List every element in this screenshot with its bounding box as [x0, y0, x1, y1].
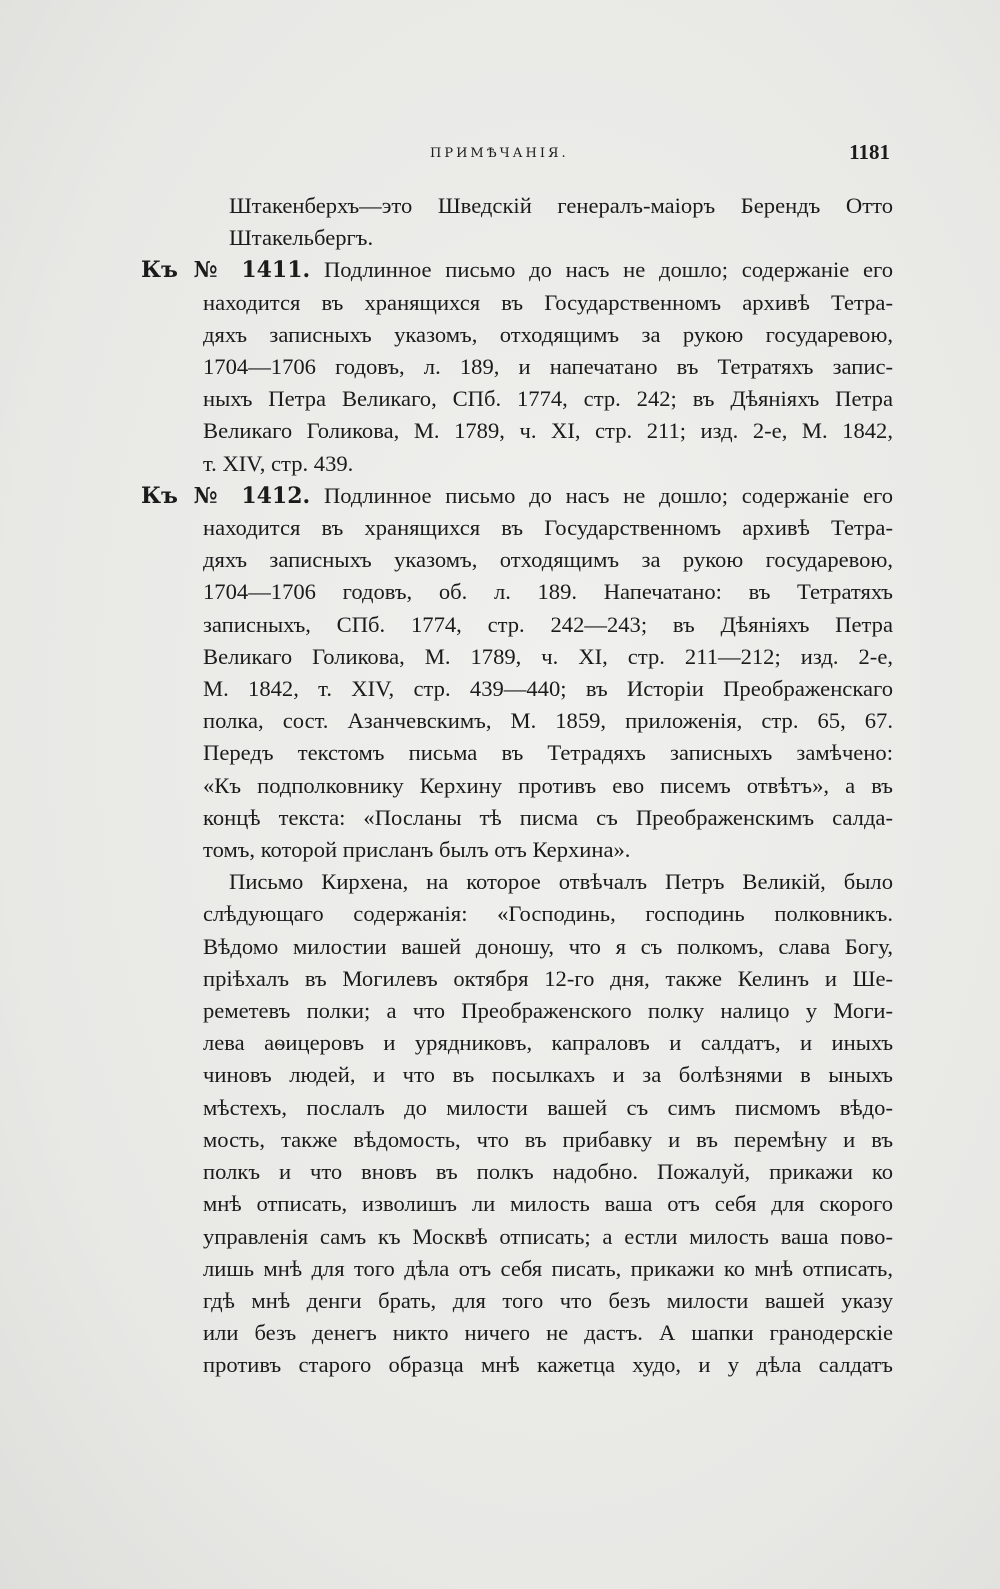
text-line: полкъ и что вновъ въ полкъ надобно. Пожалуй, прикажи ко — [203, 1159, 893, 1185]
text-line: дяхъ записныхъ указомъ, отходящимъ за рукою государевою, — [203, 321, 893, 347]
text-line: Великаго Голикова, М. 1789, ч. XI, стр. 211—212; изд. 2-е, — [203, 643, 893, 669]
text-line: полка, сост. Азанчевскимъ, М. 1859, приложенія, стр. 65, 67. — [203, 708, 893, 734]
text-line: лева аѳицеровъ и урядниковъ, капраловъ и салдатъ, и иныхъ — [203, 1030, 893, 1056]
text-line: Штакенберхъ—это Шведскій генералъ-маіоръ Берендъ Отто — [229, 193, 893, 218]
note-1412-first-text: Подлинное письмо до насъ не дошло; содержаніе его — [323, 482, 893, 508]
text-line: мость, также вѣдомость, что въ прибавку и въ перемѣну и въ — [203, 1126, 893, 1152]
text-line: т. XIV, стр. 439. — [203, 450, 354, 476]
text-line: или безъ денегъ никто ничего не дастъ. А шапки гранодерскіе — [203, 1320, 893, 1346]
text-line: дяхъ записныхъ указомъ, отходящимъ за рукою государевою, — [203, 547, 893, 573]
text-line: мнѣ отписать, изволишъ ли милость ваша отъ себя для скорого — [203, 1191, 893, 1217]
text-line: чиновъ людей, и что въ посылкахъ и за болѣзнями в ыныхъ — [203, 1062, 893, 1088]
text-line: Штакельбергъ. — [229, 225, 374, 251]
text-line: 1704—1706 годовъ, об. л. 189. Напечатано: въ Тетратяхъ — [203, 579, 893, 605]
note-1411-first-line — [141, 254, 893, 286]
running-head — [200, 142, 890, 172]
text-line: Передъ текстомъ письма въ Тетрадяхъ записныхъ замѣчено: — [203, 740, 893, 766]
text-line: слѣдующаго содержанія: «Господинь, господинь полковникъ. — [203, 901, 893, 927]
text-line: Вѣдомо милостии вашей доношу, что я съ полкомъ, слава Богу, — [203, 933, 893, 959]
text-line: находится въ хранящихся въ Государственномъ архивѣ Тетра- — [203, 515, 893, 541]
text-line: томъ, которой присланъ былъ отъ Керхина». — [203, 837, 631, 863]
text-line: М. 1842, т. XIV, стр. 439—440; въ Исторіи Преображенскаго — [203, 676, 893, 702]
text-line: концѣ текста: «Посланы тѣ писма съ Преображенскимъ салда- — [203, 804, 893, 830]
text-line: противъ старого образца мнѣ кажетца худо, и у дѣла салдатъ — [203, 1352, 893, 1378]
note-1411-first-text: Подлинное письмо до насъ не дошло; содержаніе его — [323, 257, 893, 283]
text-line: Великаго Голикова, М. 1789, ч. XI, стр. 211; изд. 2-е, М. 1842, — [203, 418, 893, 444]
text-line: пріѣхалъ въ Могилевъ октября 12-го дня, также Келинъ и Ше- — [203, 965, 893, 991]
note-1412-first-line — [141, 480, 893, 512]
running-title: ПРИМѢЧАНІЯ. — [430, 146, 569, 161]
page-number: 1181 — [849, 140, 890, 164]
note-1412-ref: Къ № 1412. — [141, 482, 311, 509]
text-line: лишь мнѣ для того дѣла отъ себя писать, прикажи ко мнѣ отписать, — [203, 1255, 893, 1281]
page-text — [141, 190, 893, 1382]
text-line: мѣстехъ, послалъ до милости вашей съ симъ писмомъ вѣдо- — [203, 1094, 893, 1120]
text-line: реметевъ полки; а что Преображенского полку налицо у Моги- — [203, 998, 893, 1024]
text-line: Письмо Кирхена, на которое отвѣчалъ Петръ Великій, было — [229, 869, 893, 895]
text-line: гдѣ мнѣ денги брать, для того что безъ милости вашей указу — [203, 1287, 893, 1313]
text-line: находится въ хранящихся въ Государственномъ архивѣ Тетра- — [203, 289, 893, 315]
text-line: ныхъ Петра Великаго, СПб. 1774, стр. 242; въ Дѣяніяхъ Петра — [203, 386, 893, 412]
text-line: 1704—1706 годовъ, л. 189, и напечатано въ Тетратяхъ запис- — [203, 354, 893, 380]
text-line: записныхъ, СПб. 1774, стр. 242—243; въ Дѣяніяхъ Петра — [203, 611, 893, 637]
text-line: управленія самъ къ Москвѣ отписать; а естли милость ваша пово- — [203, 1223, 893, 1249]
note-1411-ref: Къ № 1411. — [141, 257, 311, 284]
text-line: «Къ подполковнику Керхину противъ ево писемъ отвѣтъ», а въ — [203, 772, 893, 798]
